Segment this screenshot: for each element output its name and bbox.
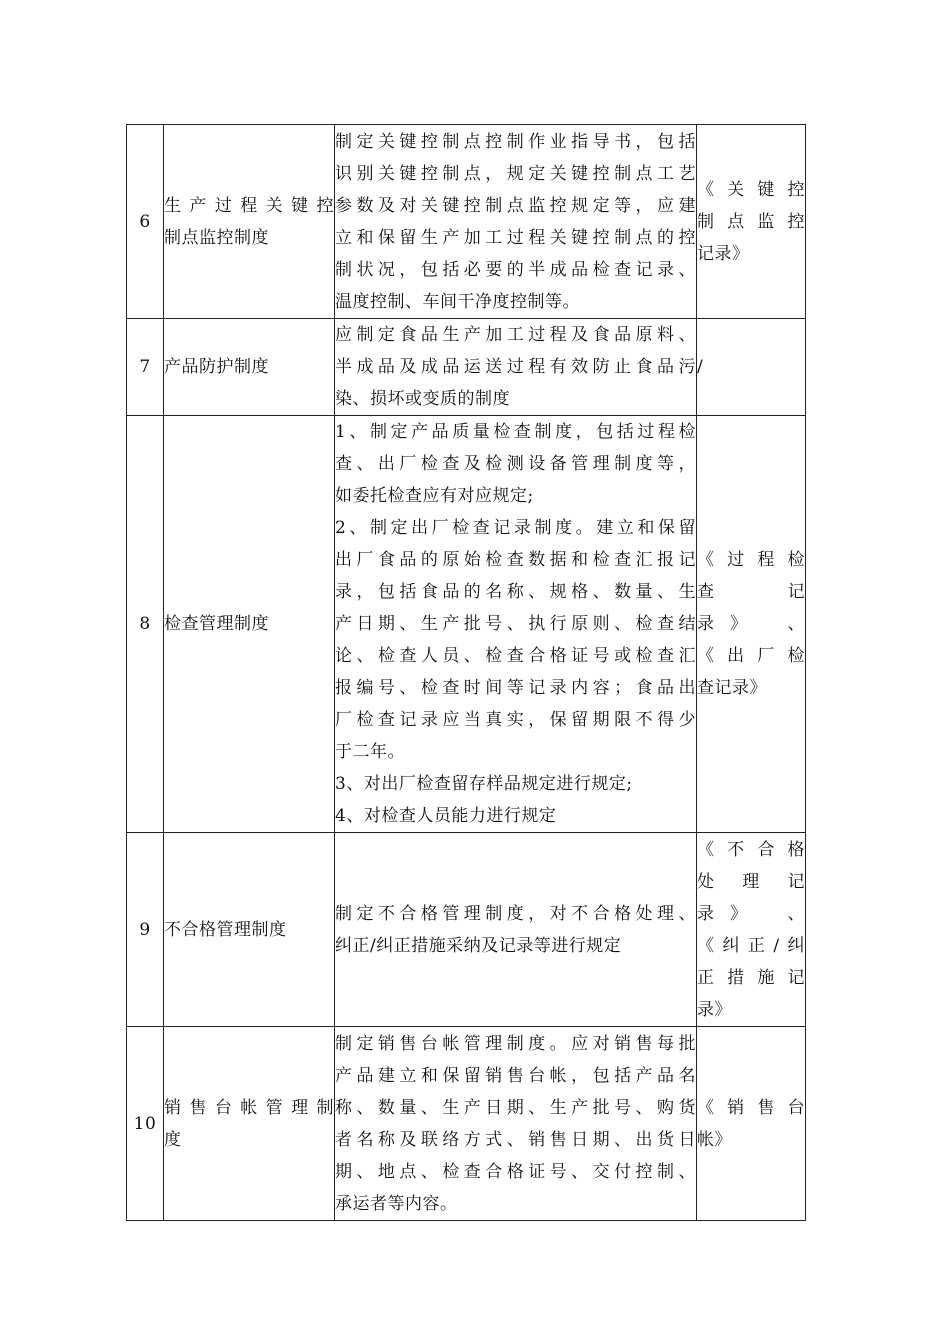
req-line: 出厂食品的原始检查数据和检查汇报记 <box>335 550 696 570</box>
req-line: 参数及对关键控制点监控规定等，应建 <box>335 195 696 216</box>
table-body <box>127 125 806 1221</box>
table-row <box>127 833 806 1027</box>
system-name <box>164 319 335 416</box>
rec-line: 《过程检 <box>697 550 805 570</box>
req-line: 录，包括食品的名称、规格、数量、生 <box>335 582 696 602</box>
system-name <box>164 416 335 833</box>
req-line: 识别关键控制点，规定关键控制点工艺 <box>335 163 696 184</box>
record-name <box>697 319 806 416</box>
requirement-text <box>335 1027 697 1221</box>
rec-line: 《纠正/纠 <box>697 935 805 956</box>
req-line: 称、数量、生产日期、生产批号、购货 <box>335 1097 696 1118</box>
req-line: 制定关键控制点控制作业指导书，包括 <box>335 131 696 152</box>
req-line: 半成品及成品运送过程有效防止食品污 <box>335 357 696 377</box>
rec-line: 《不合格 <box>697 839 805 860</box>
rec-line: 录》 、 <box>697 903 805 924</box>
table-row <box>127 125 806 319</box>
rec-line: 录》 、 <box>697 614 805 634</box>
record-name <box>697 1027 806 1221</box>
requirement-text <box>335 416 697 833</box>
table-row <box>127 416 806 833</box>
record-name <box>697 125 806 319</box>
regulation-table <box>126 124 806 1221</box>
system-name <box>164 1027 335 1221</box>
req-line: 1、制定产品质量检查制度，包括过程检 <box>335 422 696 442</box>
name-line: 制点监控制度 <box>164 227 269 248</box>
name-line: 产品防护制度 <box>164 357 269 377</box>
req-line: 产品建立和保留销售台帐，包括产品名 <box>335 1065 696 1086</box>
table-row <box>127 1027 806 1221</box>
req-line: 报编号、检查时间等记录内容；食品出 <box>335 678 696 698</box>
req-line: 者名称及联络方式、销售日期、出货日 <box>335 1129 696 1150</box>
requirement-text <box>335 319 697 416</box>
rec-line: 查 记 <box>697 582 805 602</box>
req-line: 立和保留生产加工过程关键控制点的控 <box>335 227 696 248</box>
requirement-text <box>335 833 697 1027</box>
row-number: 7 <box>127 319 164 416</box>
rec-line: 《出厂检 <box>697 646 805 666</box>
req-line: 查、出厂检查及检测设备管理制度等， <box>335 454 696 474</box>
req-line: 温度控制、车间干净度控制等。 <box>335 291 580 312</box>
req-line: 论、检查人员、检查合格证号或检查汇 <box>335 646 696 666</box>
name-line: 生产过程关键控 <box>164 195 334 216</box>
rec-line: 查记录》 <box>697 678 767 698</box>
req-line: 产日期、生产批号、执行原则、检查结 <box>335 614 696 634</box>
row-number: 6 <box>127 125 164 319</box>
rec-line: 《销售台 <box>697 1097 805 1118</box>
req-line: 纠正/纠正措施采纳及记录等进行规定 <box>335 935 622 956</box>
req-line: 期、地点、检查合格证号、交付控制、 <box>335 1161 696 1182</box>
rec-line: 录》 <box>697 999 732 1020</box>
req-line: 2、制定出厂检查记录制度。建立和保留 <box>335 518 696 538</box>
rec-line: 《关键控 <box>697 179 805 200</box>
system-name <box>164 125 335 319</box>
rec-line: 处 理 记 <box>697 871 805 892</box>
req-line: 于二年。 <box>335 742 405 762</box>
req-line: 4、对检查人员能力进行规定 <box>335 806 557 826</box>
req-line: 承运者等内容。 <box>335 1193 458 1214</box>
record-name <box>697 416 806 833</box>
requirement-text <box>335 125 697 319</box>
table-row <box>127 319 806 416</box>
name-line: 度 <box>164 1129 182 1150</box>
rec-line: 制点监控 <box>697 211 805 232</box>
row-number: 8 <box>127 416 164 833</box>
row-number: 10 <box>127 1027 164 1221</box>
req-line: 应制定食品生产加工过程及食品原料、 <box>335 325 696 345</box>
rec-line: 帐》 <box>697 1129 732 1150</box>
name-line: 销售台帐管理制 <box>164 1097 334 1118</box>
req-line: 染、损坏或变质的制度 <box>335 389 510 409</box>
req-line: 制定不合格管理制度，对不合格处理、 <box>335 903 696 924</box>
req-line: 制定销售台帐管理制度。应对销售每批 <box>335 1033 696 1054</box>
name-line: 不合格管理制度 <box>164 919 287 940</box>
req-line: 如委托检查应有对应规定; <box>335 486 534 506</box>
req-line: 厂检查记录应当真实，保留期限不得少 <box>335 710 696 730</box>
req-line: 制状况，包括必要的半成品检查记录、 <box>335 259 696 280</box>
name-line: 检查管理制度 <box>164 614 269 634</box>
rec-line: / <box>697 357 704 377</box>
rec-line: 记录》 <box>697 243 750 264</box>
rec-line: 正措施记 <box>697 967 805 988</box>
record-name <box>697 833 806 1027</box>
system-name <box>164 833 335 1027</box>
req-line: 3、对出厂检查留存样品规定进行规定; <box>335 774 633 794</box>
row-number: 9 <box>127 833 164 1027</box>
